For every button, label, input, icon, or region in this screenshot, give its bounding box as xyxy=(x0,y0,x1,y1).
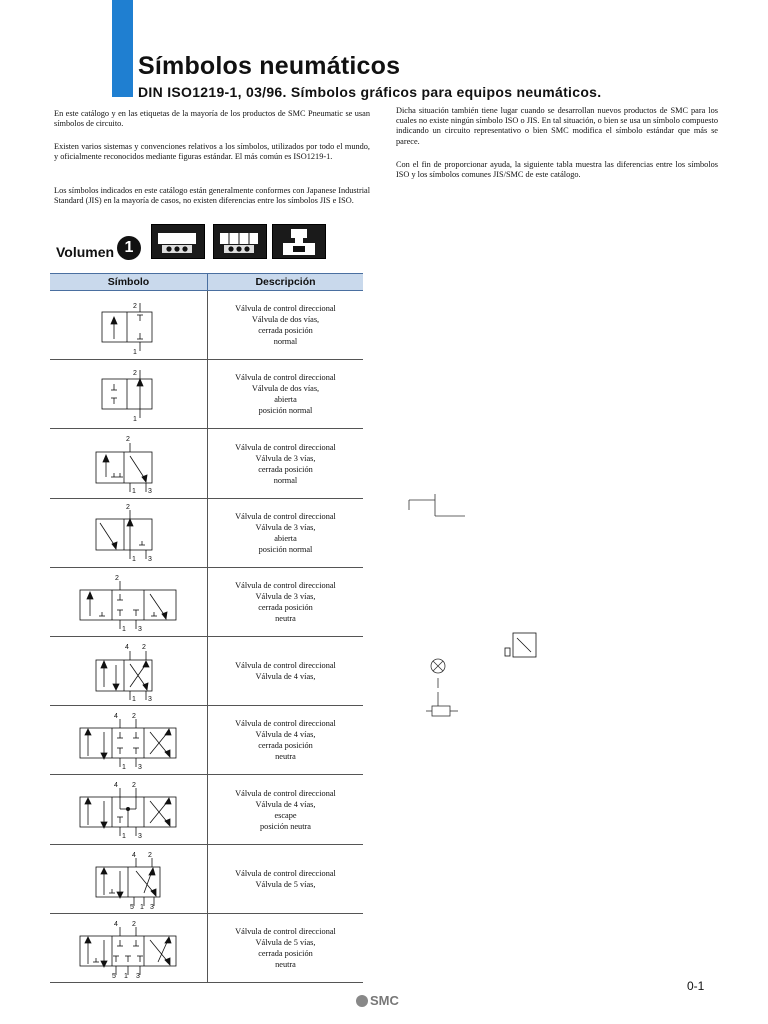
title-accent-bar xyxy=(112,0,133,97)
desc-line: Válvula de 3 vías, xyxy=(255,523,316,532)
smc-logo-text: SMC xyxy=(370,993,399,1008)
desc-line: posición neutra xyxy=(260,821,311,831)
desc-line: abierta xyxy=(274,395,297,404)
table-row xyxy=(50,291,363,360)
row-description xyxy=(208,845,363,913)
desc-line: cerrada posición xyxy=(258,603,313,612)
smc-logo xyxy=(356,993,399,1008)
page-number: 0-1 xyxy=(687,979,705,993)
four-way-valve-symbol xyxy=(50,637,208,705)
desc-line: escape xyxy=(274,810,297,820)
svg-text:2: 2 xyxy=(133,370,137,377)
row-description xyxy=(208,360,363,428)
desc-line: Válvula de control direccional xyxy=(235,581,336,590)
svg-text:3: 3 xyxy=(150,904,154,911)
symbol-fragment-box xyxy=(503,630,539,660)
row-description xyxy=(208,775,363,844)
row-description xyxy=(208,499,363,567)
svg-text:2: 2 xyxy=(133,303,137,310)
symbol-fragment-line xyxy=(405,490,467,520)
svg-text:1: 1 xyxy=(133,349,137,356)
page-subtitle: DIN ISO1219-1, 03/96. Símbolos gráficos para equipos neumáticos. xyxy=(138,84,602,100)
row-description xyxy=(208,637,363,705)
desc-line: Válvula de control direccional xyxy=(235,869,336,878)
desc-line: Válvula de 5 vías, xyxy=(255,938,316,947)
desc-line: neutra xyxy=(275,752,296,761)
desc-line: cerrada posición xyxy=(258,741,313,750)
four-way-valve-center-exhaust-symbol xyxy=(50,775,208,844)
desc-line: cerrada posición xyxy=(258,949,313,958)
desc-line: neutra xyxy=(275,960,296,969)
svg-text:4: 4 xyxy=(114,921,118,928)
volumen-label: Volumen xyxy=(56,244,115,260)
three-way-valve-closed-symbol xyxy=(50,429,208,498)
svg-text:2: 2 xyxy=(126,504,130,511)
header-description: Descripción xyxy=(255,276,316,288)
desc-line: normal xyxy=(273,337,298,346)
valve-manifold-icon-2 xyxy=(213,224,267,259)
row-description xyxy=(208,914,363,982)
svg-text:1: 1 xyxy=(132,488,136,495)
svg-text:2: 2 xyxy=(126,436,130,443)
table-row xyxy=(50,360,363,429)
desc-line: Válvula de 4 vías, xyxy=(255,799,316,809)
desc-line: Válvula de control direccional xyxy=(235,661,336,670)
svg-text:1: 1 xyxy=(124,973,128,980)
intro-paragraph-1: En este catálogo y en las etiquetas de la mayoría de los productos de SMC Pneumatic se usan símbolos de circuito. xyxy=(54,109,370,129)
desc-line: Válvula de control direccional xyxy=(235,373,336,382)
desc-line: Válvula de 3 vías, xyxy=(255,453,316,463)
svg-text:4: 4 xyxy=(125,644,129,651)
solenoid-valve-icon xyxy=(272,224,326,259)
row-description xyxy=(208,706,363,774)
svg-text:4: 4 xyxy=(114,713,118,720)
desc-line: Válvula de 4 vías, xyxy=(255,730,316,739)
table-row xyxy=(50,914,363,983)
svg-text:2: 2 xyxy=(148,852,152,859)
volumen-number-badge: 1 xyxy=(117,236,141,260)
table-row xyxy=(50,775,363,845)
intro-paragraph-3: Los símbolos indicados en este catálogo están generalmente conformes con Japanese Industrial Standard (JIS) en la mayoría de casos, no existen diferencias entre los símbolos JIS e ISO. xyxy=(54,186,370,206)
svg-text:3: 3 xyxy=(136,973,140,980)
svg-text:1: 1 xyxy=(122,626,126,633)
row-description xyxy=(208,291,363,359)
symbol-fragment-lamp xyxy=(424,654,464,724)
desc-line: Válvula de control direccional xyxy=(235,512,336,521)
row-description xyxy=(208,429,363,498)
svg-text:1: 1 xyxy=(132,556,136,563)
svg-text:1: 1 xyxy=(140,904,144,911)
svg-text:3: 3 xyxy=(138,833,142,840)
svg-text:3: 3 xyxy=(148,696,152,703)
header-symbol: Símbolo xyxy=(50,274,208,290)
two-way-valve-closed-symbol xyxy=(50,291,208,359)
symbol-table xyxy=(50,273,363,983)
table-row xyxy=(50,637,363,706)
valve-manifold-icon xyxy=(151,224,205,259)
two-way-valve-open-symbol xyxy=(50,360,208,428)
svg-text:1: 1 xyxy=(122,764,126,771)
desc-line: normal xyxy=(273,475,298,485)
desc-line: Válvula de dos vías, xyxy=(251,315,320,324)
svg-text:2: 2 xyxy=(142,644,146,651)
table-header xyxy=(50,273,363,291)
table-row xyxy=(50,706,363,775)
table-row xyxy=(50,568,363,637)
right-paragraph-2: Con el fin de proporcionar ayuda, la siguiente tabla muestra las diferencias entre los símbolos ISO y los símbolos comunes JIS/SMC de este catálogo. xyxy=(396,160,718,180)
smc-logo-mark-icon xyxy=(356,995,368,1007)
desc-line: Válvula de control direccional xyxy=(235,719,336,728)
desc-line: Válvula de control direccional xyxy=(235,927,336,936)
three-way-valve-open-symbol xyxy=(50,499,208,567)
svg-text:5: 5 xyxy=(112,973,116,980)
svg-text:4: 4 xyxy=(114,782,118,789)
desc-line: cerrada posición xyxy=(258,326,313,335)
desc-line: Válvula de dos vías, xyxy=(251,384,320,393)
svg-text:2: 2 xyxy=(132,921,136,928)
desc-line: posición normal xyxy=(258,406,313,415)
desc-line: Válvula de control direccional xyxy=(235,304,336,313)
four-way-valve-center-closed-symbol xyxy=(50,706,208,774)
svg-text:2: 2 xyxy=(115,575,119,582)
desc-line: Válvula de 3 vías, xyxy=(255,592,316,601)
desc-line: Válvula de control direccional xyxy=(235,442,336,452)
page-title: Símbolos neumáticos xyxy=(138,52,401,80)
five-way-valve-center-closed-symbol xyxy=(50,914,208,982)
svg-text:2: 2 xyxy=(132,713,136,720)
intro-paragraph-2: Existen varios sistemas y convenciones relativos a los símbolos, utilizados por todo el mundo, y oficialmente reconocidos mediante figuras estándar. El más común es ISO1219-1. xyxy=(54,142,370,162)
desc-line: Válvula de 5 vías, xyxy=(255,880,316,889)
svg-text:1: 1 xyxy=(132,696,136,703)
desc-line: posición normal xyxy=(258,545,313,554)
desc-line: Válvula de 4 vías, xyxy=(255,672,316,681)
svg-text:3: 3 xyxy=(148,556,152,563)
table-row xyxy=(50,499,363,568)
desc-line: abierta xyxy=(274,534,297,543)
svg-text:2: 2 xyxy=(132,782,136,789)
table-row xyxy=(50,845,363,914)
table-row xyxy=(50,429,363,499)
svg-text:1: 1 xyxy=(122,833,126,840)
three-way-valve-center-closed-symbol xyxy=(50,568,208,636)
right-paragraph-1: Dicha situación también tiene lugar cuando se desarrollan nuevos productos de SMC para los cuales no existe ningún símbolo ISO o JIS. En tal situación, o bien se usa un símbolo compuesto indicando un circuito representativo o bien SMC modifica el símbolo estándar que más se parece. xyxy=(396,106,718,146)
desc-line: cerrada posición xyxy=(258,464,313,474)
row-description xyxy=(208,568,363,636)
svg-text:3: 3 xyxy=(138,626,142,633)
svg-text:5: 5 xyxy=(130,904,134,911)
svg-text:1: 1 xyxy=(133,416,137,423)
svg-text:3: 3 xyxy=(138,764,142,771)
svg-text:4: 4 xyxy=(132,852,136,859)
desc-line: Válvula de control direccional xyxy=(235,788,336,798)
five-way-valve-symbol xyxy=(50,845,208,913)
desc-line: neutra xyxy=(275,614,296,623)
svg-text:3: 3 xyxy=(148,488,152,495)
